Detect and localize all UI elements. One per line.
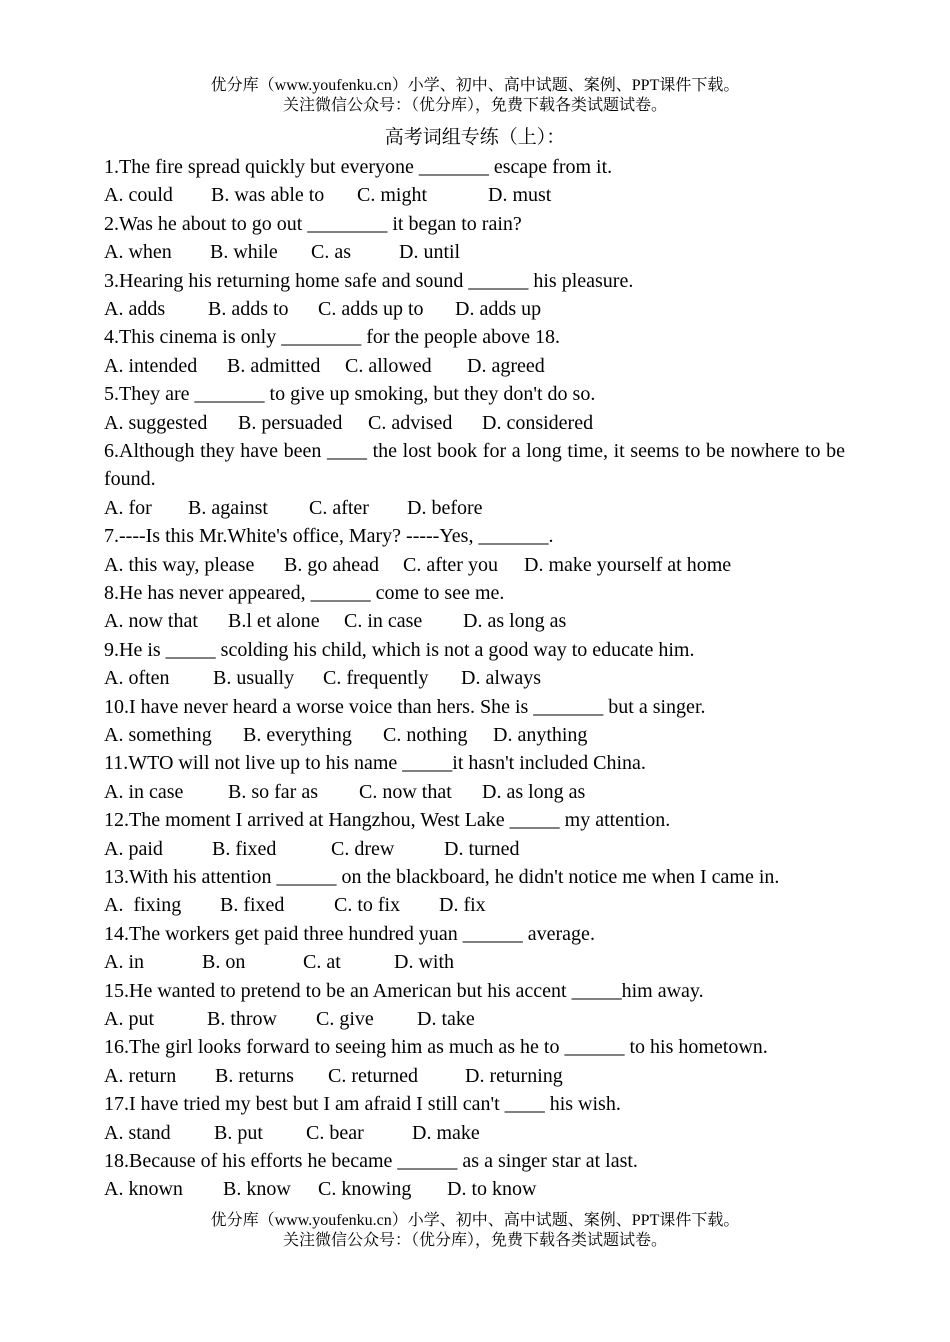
question-16-options (104, 1062, 845, 1090)
option-b: B. while (210, 241, 278, 264)
header-line-1: 优分库（www.youfenku.cn）小学、初中、高中试题、案例、PPT课件下载。 (210, 77, 740, 94)
option-d: D. with (394, 951, 454, 974)
option-a: A. known (104, 1178, 183, 1201)
question-9: 9.He is _____ scolding his child, which is not a good way to educate him. (104, 638, 695, 661)
option-d: D. agreed (467, 354, 545, 377)
option-c: C. after you (403, 553, 498, 576)
option-a: A. now that (104, 610, 198, 633)
question-5-options (104, 409, 845, 437)
option-a: A. suggested (104, 411, 208, 434)
question-8: 8.He has never appeared, ______ come to see me. (104, 581, 505, 604)
option-d: D. fix (439, 894, 486, 917)
question-8-options (104, 607, 845, 635)
option-c: C. bear (306, 1121, 364, 1144)
question-12: 12.The moment I arrived at Hangzhou, West Lake _____ my attention. (104, 809, 671, 832)
option-c: C. knowing (318, 1178, 412, 1201)
option-c: C. give (316, 1007, 374, 1030)
option-c: C. as (311, 241, 351, 264)
question-13-options (104, 891, 845, 919)
option-b: B. against (188, 496, 268, 519)
question-6-options (104, 494, 845, 522)
option-a: A. put (104, 1007, 154, 1030)
question-3: 3.Hearing his returning home safe and sound ______ his pleasure. (104, 269, 634, 292)
option-d: D. returning (465, 1064, 563, 1087)
option-c: C. allowed (345, 354, 432, 377)
question-3-options (104, 295, 845, 323)
question-17: 17.I have tried my best but I am afraid I still can't ____ his wish. (104, 1093, 621, 1116)
option-d: D. turned (444, 837, 520, 860)
question-15: 15.He wanted to pretend to be an American but his accent _____him away. (104, 979, 704, 1002)
option-a: A. intended (104, 354, 198, 377)
option-d: D. take (417, 1007, 475, 1030)
question-1-options (104, 181, 845, 209)
option-d: D. make yourself at home (524, 553, 732, 576)
option-c: C. drew (331, 837, 395, 860)
option-c: C. returned (328, 1064, 418, 1087)
option-a: A. this way, please (104, 553, 255, 576)
question-4-options (104, 352, 845, 380)
option-c: C. now that (359, 780, 452, 803)
option-c: C. after (309, 496, 369, 519)
option-b: B. go ahead (284, 553, 379, 576)
question-18-options (104, 1175, 845, 1203)
question-1: 1.The fire spread quickly but everyone _______ escape from it. (104, 156, 613, 178)
option-b: B. usually (213, 667, 295, 690)
option-a: A. fixing (104, 894, 182, 917)
option-a: A. in case (104, 780, 184, 803)
question-14-options (104, 948, 845, 976)
option-c: C. might (357, 184, 428, 207)
question-18: 18.Because of his efforts he became ______ as a singer star at last. (104, 1149, 638, 1172)
option-b: B. fixed (212, 837, 277, 860)
option-b: B. on (202, 951, 246, 974)
option-c: C. adds up to (318, 298, 424, 320)
option-d: D. as long as (463, 610, 567, 633)
option-b: B. everything (243, 723, 352, 746)
question-14: 14.The workers get paid three hundred yuan ______ average. (104, 922, 595, 945)
option-b: B. throw (207, 1007, 277, 1030)
question-12-options (104, 835, 845, 863)
question-list (104, 153, 845, 1204)
footer-line-2: 关注微信公众号：（优分库），免费下载各类试题试卷。 (282, 1232, 667, 1249)
question-10: 10.I have never heard a worse voice than hers. She is _______ but a singer. (104, 695, 706, 718)
page-header (0, 76, 950, 116)
option-a: A. return (104, 1064, 177, 1087)
option-b: B. fixed (220, 894, 285, 917)
option-a: A. adds (104, 298, 166, 320)
option-a: A. could (104, 184, 173, 207)
option-b: B. admitted (227, 354, 321, 377)
option-d: D. until (399, 241, 461, 264)
option-b: B. was able to (211, 184, 325, 207)
option-b: B.l et alone (228, 610, 320, 633)
page-footer (0, 1211, 950, 1251)
option-d: D. always (461, 667, 541, 690)
question-10-options (104, 721, 845, 749)
option-b: B. adds to (208, 298, 289, 320)
question-16: 16.The girl looks forward to seeing him as much as he to ______ to his hometown. (104, 1036, 768, 1059)
option-b: B. returns (215, 1064, 294, 1087)
option-a: A. paid (104, 837, 163, 860)
option-a: A. in (104, 951, 144, 974)
question-7-options (104, 551, 845, 579)
question-13: 13.With his attention ______ on the blackboard, he didn't notice me when I came in. (104, 865, 780, 888)
option-c: C. nothing (383, 723, 468, 746)
option-a: A. for (104, 496, 152, 519)
question-15-options (104, 1005, 845, 1033)
option-a: A. when (104, 241, 172, 264)
question-4: 4.This cinema is only ________ for the people above 18. (104, 326, 561, 349)
option-a: A. often (104, 667, 170, 690)
option-a: A. stand (104, 1121, 171, 1144)
option-d: D. as long as (482, 780, 586, 803)
question-11: 11.WTO will not live up to his name _____it hasn't included China. (104, 752, 646, 775)
question-2: 2.Was he about to go out ________ it began to rain? (104, 212, 522, 235)
question-7: 7.----Is this Mr.White's office, Mary? -----Yes, _______. (104, 525, 554, 548)
option-c: C. to fix (334, 894, 401, 917)
option-c: C. advised (368, 411, 453, 434)
footer-line-1: 优分库（www.youfenku.cn）小学、初中、高中试题、案例、PPT课件下载。 (210, 1212, 740, 1229)
option-c: C. frequently (323, 667, 429, 690)
option-d: D. to know (447, 1178, 537, 1201)
option-c: C. at (303, 951, 341, 974)
question-2-options (104, 238, 845, 266)
option-d: D. anything (493, 723, 588, 746)
option-b: B. know (223, 1178, 291, 1201)
page-title: 高考词组专练（上）： (384, 127, 566, 148)
option-d: D. must (488, 184, 552, 207)
option-d: D. make (412, 1121, 480, 1144)
question-6: 6.Although they have been ____ the lost book for a long time, it seems to be nowhere to be found. (104, 439, 845, 491)
option-b: B. persuaded (238, 411, 343, 434)
question-9-options (104, 664, 845, 692)
option-c: C. in case (344, 610, 423, 633)
option-a: A. something (104, 723, 212, 746)
question-11-options (104, 778, 845, 806)
question-5: 5.They are _______ to give up smoking, but they don't do so. (104, 383, 596, 406)
option-d: D. considered (482, 411, 594, 434)
option-b: B. so far as (228, 780, 318, 803)
option-b: B. put (214, 1121, 263, 1144)
option-d: D. before (407, 496, 483, 519)
question-17-options (104, 1119, 845, 1147)
header-line-2: 关注微信公众号：（优分库），免费下载各类试题试卷。 (282, 97, 667, 114)
option-d: D. adds up (455, 298, 542, 320)
